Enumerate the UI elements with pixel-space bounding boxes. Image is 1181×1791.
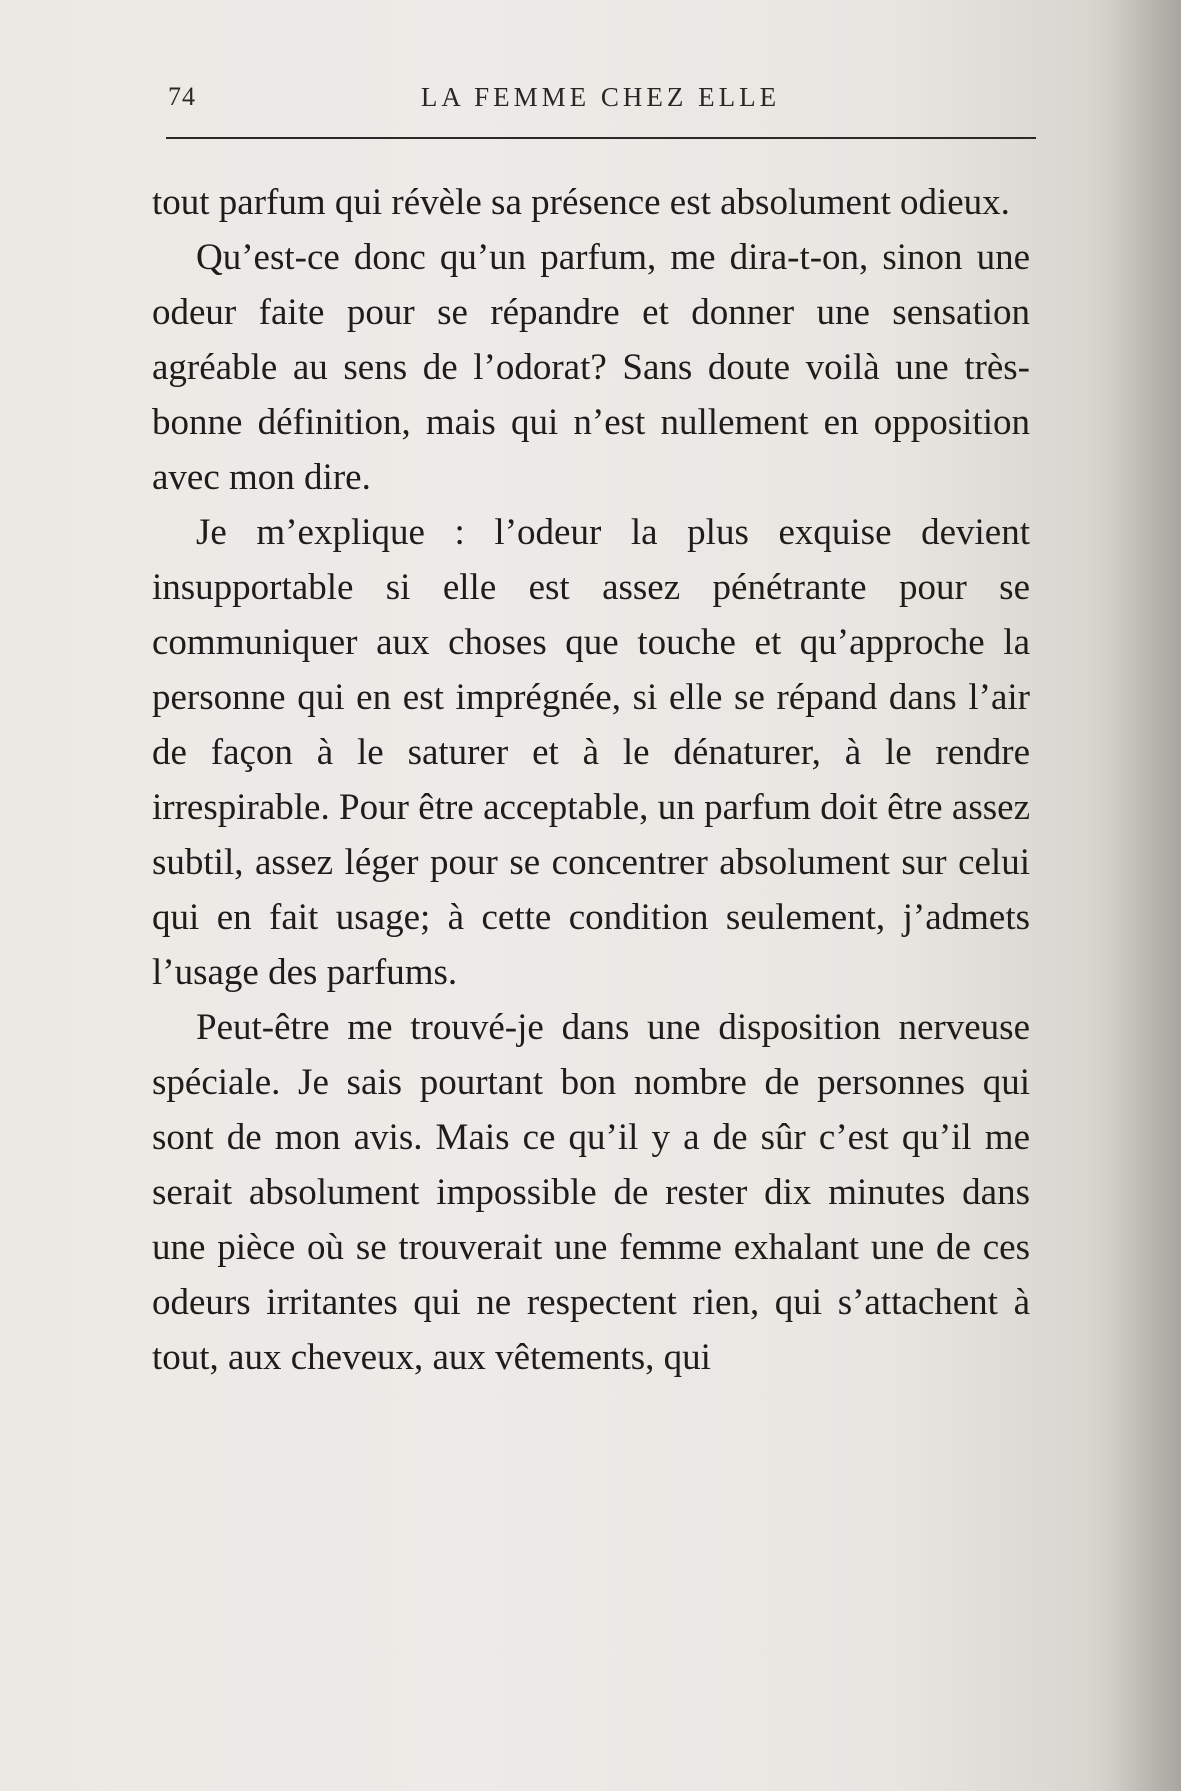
body-text <box>152 175 1030 1385</box>
running-title: LA FEMME CHEZ ELLE <box>420 82 781 112</box>
paragraph: Qu’est-ce donc qu’un parfum, me dira-t-on, sinon une odeur faite pour se répandre et donner une sensation agréable au sens de l’odorat? Sans doute voilà une très-bonne définition, mais qui n’est nullement en opposition avec mon dire. <box>152 237 1030 498</box>
paragraph: tout parfum qui révèle sa présence est absolument odieux. <box>152 182 1010 223</box>
paragraph: Peut-être me trouvé-je dans une disposition nerveuse spéciale. Je sais pourtant bon nombre de personnes qui sont de mon avis. Mais ce qu’il y a de sûr c’est qu’il me serait absolument impossible de rester dix minutes dans une pièce où se trouverait une femme exhalant une de ces odeurs irritantes qui ne respectent rien, qui s’attachent à tout, aux cheveux, aux vêtements, qui <box>152 1007 1030 1378</box>
paragraph: Je m’explique : l’odeur la plus exquise devient insupportable si elle est assez pénétrante pour se communiquer aux choses que touche et qu’approche la personne qui en est imprégnée, si elle se répand dans l’air de façon à le saturer et à le dénaturer, à le rendre irrespirable. Pour être acceptable, un parfum doit être assez subtil, assez léger pour se concentrer absolument sur celui qui en fait usage; à cette condition seulement, j’admets l’usage des parfums. <box>152 512 1030 993</box>
page-header <box>168 78 1033 126</box>
page-number: 74 <box>168 82 196 111</box>
header-rule <box>166 137 1036 139</box>
